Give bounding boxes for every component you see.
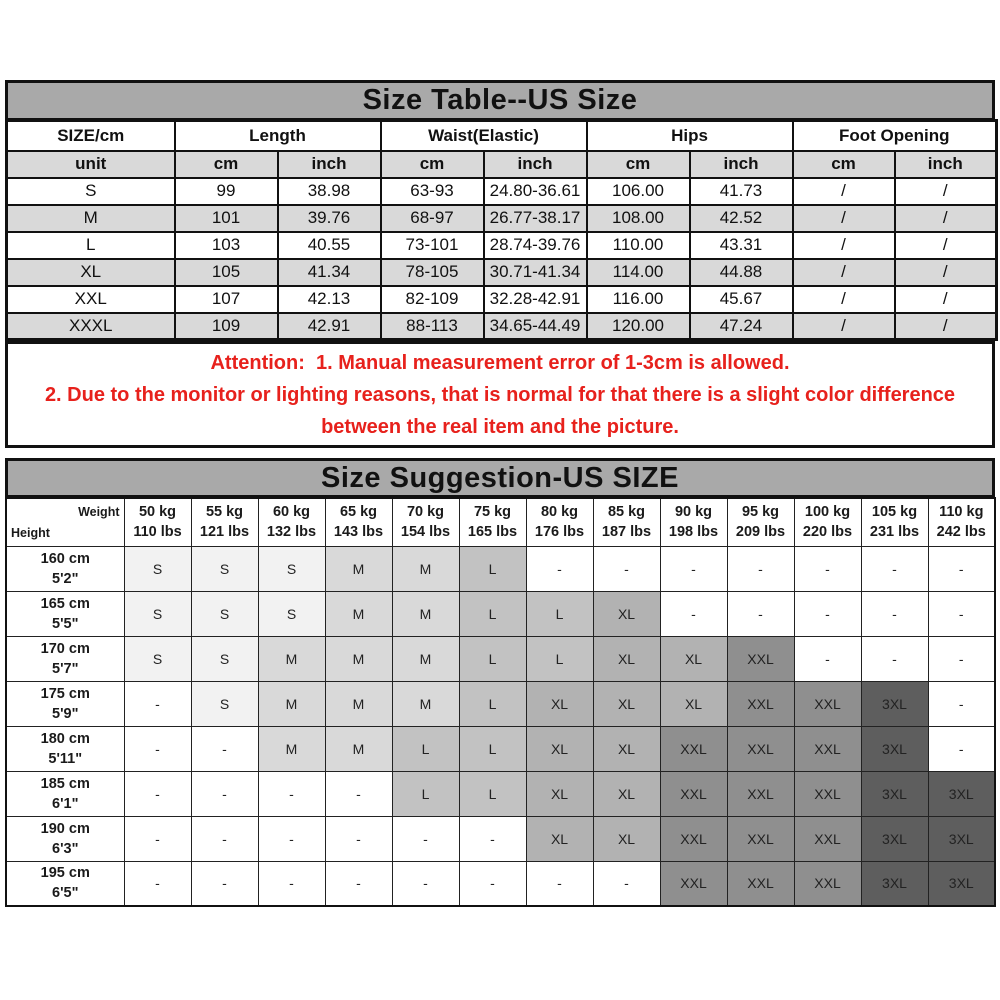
suggestion-size-cell: -: [124, 861, 191, 906]
size-value-cell: 34.65-44.49: [484, 313, 587, 340]
size-value-cell: 40.55: [278, 232, 381, 259]
size-value-cell: 99: [175, 178, 278, 205]
height-ft-label: 6'1": [52, 795, 79, 812]
weight-lbs-label: 165 lbs: [467, 524, 518, 541]
size-value-cell: /: [793, 259, 895, 286]
unit-header-cell: cm: [587, 151, 690, 178]
suggestion-size-cell: -: [794, 546, 861, 591]
suggestion-row: [6, 636, 995, 681]
size-value-cell: 30.71-41.34: [484, 259, 587, 286]
suggestion-size-cell: XL: [593, 726, 660, 771]
size-value-cell: /: [895, 286, 997, 313]
suggestion-size-cell: -: [794, 636, 861, 681]
weight-header-cell: [392, 498, 459, 546]
weight-header-cell: [325, 498, 392, 546]
suggestion-size-cell: XXL: [727, 816, 794, 861]
weight-kg-label: 65 kg: [339, 504, 378, 521]
suggestion-size-cell: -: [191, 816, 258, 861]
suggestion-size-cell: -: [861, 636, 928, 681]
weight-header-cell: [459, 498, 526, 546]
weight-lbs-label: 220 lbs: [802, 524, 853, 541]
suggestion-row: [6, 591, 995, 636]
suggestion-size-cell: 3XL: [928, 861, 995, 906]
size-value-cell: 78-105: [381, 259, 484, 286]
suggestion-size-cell: -: [258, 861, 325, 906]
size-label-cell: XXXL: [7, 313, 175, 340]
size-value-cell: 73-101: [381, 232, 484, 259]
suggestion-size-cell: XXL: [794, 771, 861, 816]
suggestion-row: [6, 726, 995, 771]
suggestion-size-cell: -: [861, 546, 928, 591]
unit-header-cell: inch: [690, 151, 793, 178]
weight-kg-label: 70 kg: [406, 504, 445, 521]
suggestion-size-cell: XXL: [660, 861, 727, 906]
suggestion-size-cell: XL: [526, 726, 593, 771]
weight-header-cell: [861, 498, 928, 546]
suggestion-size-cell: L: [392, 726, 459, 771]
suggestion-size-cell: XL: [660, 636, 727, 681]
size-value-cell: /: [793, 286, 895, 313]
height-cm-label: 195 cm: [40, 865, 90, 882]
height-cm-label: 185 cm: [40, 775, 90, 792]
suggestion-size-cell: -: [124, 681, 191, 726]
suggestion-size-cell: L: [392, 771, 459, 816]
size-value-cell: /: [793, 313, 895, 340]
size-value-cell: 26.77-38.17: [484, 205, 587, 232]
suggestion-size-cell: -: [325, 861, 392, 906]
suggestion-row: [6, 546, 995, 591]
attention-line: 2. Due to the monitor or lighting reasons, that is normal for that there is a slight color difference: [44, 383, 956, 406]
suggestion-size-cell: XXL: [660, 771, 727, 816]
size-label-cell: S: [7, 178, 175, 205]
suggestion-size-cell: -: [258, 771, 325, 816]
suggestion-size-cell: -: [191, 861, 258, 906]
weight-lbs-label: 209 lbs: [735, 524, 786, 541]
suggestion-size-cell: M: [325, 546, 392, 591]
weight-kg-label: 95 kg: [741, 504, 780, 521]
weight-header-cell: [526, 498, 593, 546]
size-value-cell: 42.13: [278, 286, 381, 313]
size-value-cell: 105: [175, 259, 278, 286]
height-cm-label: 175 cm: [40, 685, 90, 702]
size-label-cell: XXL: [7, 286, 175, 313]
weight-lbs-label: 242 lbs: [936, 524, 986, 541]
suggestion-size-cell: XXL: [794, 726, 861, 771]
size-value-cell: 24.80-36.61: [484, 178, 587, 205]
size-value-cell: 39.76: [278, 205, 381, 232]
suggestion-size-cell: -: [727, 546, 794, 591]
unit-header-cell: inch: [484, 151, 587, 178]
suggestion-size-cell: -: [392, 816, 459, 861]
size-value-cell: /: [895, 232, 997, 259]
suggestion-size-cell: -: [124, 726, 191, 771]
size-label-cell: M: [7, 205, 175, 232]
suggestion-size-cell: L: [459, 681, 526, 726]
suggestion-size-cell: XL: [593, 591, 660, 636]
size-value-cell: /: [895, 313, 997, 340]
weight-kg-label: 75 kg: [473, 504, 512, 521]
suggestion-size-cell: L: [459, 726, 526, 771]
suggestion-size-cell: XL: [526, 816, 593, 861]
suggestion-size-cell: XXL: [727, 636, 794, 681]
size-value-cell: /: [895, 259, 997, 286]
attention-line: between the real item and the picture.: [321, 415, 679, 438]
size-value-cell: 116.00: [587, 286, 690, 313]
size-value-cell: /: [793, 205, 895, 232]
suggestion-size-cell: M: [392, 546, 459, 591]
height-label-cell: [6, 726, 124, 771]
suggestion-size-cell: XXL: [794, 861, 861, 906]
weight-header-cell: [258, 498, 325, 546]
suggestion-size-cell: -: [325, 771, 392, 816]
size-suggestion-title-bar: [5, 458, 995, 498]
size-value-cell: 63-93: [381, 178, 484, 205]
suggestion-size-cell: -: [928, 726, 995, 771]
unit-header-cell: inch: [278, 151, 381, 178]
size-value-cell: 43.31: [690, 232, 793, 259]
column-group-header: Length: [175, 121, 381, 151]
weight-kg-label: 55 kg: [205, 504, 244, 521]
size-table-row: [7, 313, 997, 340]
suggestion-size-cell: L: [526, 636, 593, 681]
attention-line: Attention: 1. Manual measurement error of 1-3cm is allowed.: [210, 351, 790, 374]
size-value-cell: 32.28-42.91: [484, 286, 587, 313]
suggestion-size-cell: 3XL: [861, 681, 928, 726]
suggestion-size-cell: -: [526, 546, 593, 591]
suggestion-size-cell: S: [124, 636, 191, 681]
size-value-cell: 106.00: [587, 178, 690, 205]
suggestion-size-cell: S: [258, 546, 325, 591]
weight-lbs-label: 121 lbs: [199, 524, 250, 541]
height-cm-label: 170 cm: [40, 640, 90, 657]
height-ft-label: 5'5": [52, 615, 79, 632]
height-ft-label: 6'5": [52, 885, 79, 902]
corner-height-label: Height: [11, 525, 50, 540]
suggestion-row: [6, 861, 995, 906]
height-label-cell: [6, 636, 124, 681]
suggestion-size-cell: L: [459, 591, 526, 636]
suggestion-size-cell: XXL: [727, 771, 794, 816]
height-label-cell: [6, 771, 124, 816]
weight-lbs-label: 110 lbs: [133, 524, 182, 541]
suggestion-size-cell: 3XL: [861, 861, 928, 906]
suggestion-size-cell: -: [928, 636, 995, 681]
suggestion-size-cell: XL: [593, 816, 660, 861]
suggestion-size-cell: M: [325, 636, 392, 681]
suggestion-size-cell: XXL: [727, 681, 794, 726]
height-cm-label: 180 cm: [40, 730, 90, 747]
suggestion-row: [6, 681, 995, 726]
weight-kg-label: 80 kg: [540, 504, 579, 521]
unit-header-cell: cm: [793, 151, 895, 178]
height-ft-label: 5'2": [52, 570, 79, 587]
suggestion-size-cell: -: [660, 546, 727, 591]
weight-lbs-label: 176 lbs: [534, 524, 585, 541]
suggestion-size-cell: XXL: [794, 816, 861, 861]
suggestion-size-cell: M: [258, 681, 325, 726]
size-value-cell: 28.74-39.76: [484, 232, 587, 259]
size-table-row: [7, 205, 997, 232]
suggestion-size-cell: -: [861, 591, 928, 636]
suggestion-size-cell: XL: [526, 681, 593, 726]
size-table-row: [7, 232, 997, 259]
suggestion-size-cell: -: [459, 816, 526, 861]
suggestion-header-row: [6, 498, 995, 546]
size-value-cell: 101: [175, 205, 278, 232]
size-value-cell: 42.52: [690, 205, 793, 232]
suggestion-size-cell: XXL: [660, 816, 727, 861]
suggestion-size-cell: -: [392, 861, 459, 906]
size-value-cell: /: [793, 232, 895, 259]
suggestion-size-cell: -: [459, 861, 526, 906]
weight-kg-label: 90 kg: [674, 504, 713, 521]
size-value-cell: 41.73: [690, 178, 793, 205]
weight-lbs-label: 198 lbs: [668, 524, 719, 541]
suggestion-size-cell: -: [727, 591, 794, 636]
attention-box: [5, 341, 995, 448]
column-group-header: Foot Opening: [793, 121, 997, 151]
weight-kg-label: 100 kg: [804, 504, 851, 521]
weight-lbs-label: 143 lbs: [333, 524, 384, 541]
weight-lbs-label: 132 lbs: [266, 524, 317, 541]
suggestion-size-cell: 3XL: [861, 726, 928, 771]
suggestion-size-cell: S: [258, 591, 325, 636]
size-value-cell: 103: [175, 232, 278, 259]
suggestion-size-cell: M: [325, 681, 392, 726]
suggestion-row: [6, 771, 995, 816]
size-label-cell: L: [7, 232, 175, 259]
size-table: [5, 119, 998, 341]
weight-kg-label: 60 kg: [272, 504, 311, 521]
suggestion-size-cell: M: [392, 681, 459, 726]
size-value-cell: 38.98: [278, 178, 381, 205]
suggestion-size-cell: XL: [660, 681, 727, 726]
size-value-cell: /: [793, 178, 895, 205]
suggestion-size-cell: S: [124, 591, 191, 636]
suggestion-size-cell: XXL: [794, 681, 861, 726]
suggestion-size-cell: 3XL: [928, 771, 995, 816]
size-value-cell: 82-109: [381, 286, 484, 313]
height-label-cell: [6, 546, 124, 591]
height-cm-label: 160 cm: [40, 550, 90, 567]
weight-header-cell: [794, 498, 861, 546]
suggestion-row: [6, 816, 995, 861]
size-value-cell: 68-97: [381, 205, 484, 232]
unit-header-cell: cm: [381, 151, 484, 178]
height-cm-label: 190 cm: [40, 820, 90, 837]
size-value-cell: 107: [175, 286, 278, 313]
unit-header-cell: cm: [175, 151, 278, 178]
unit-header-cell: inch: [895, 151, 997, 178]
suggestion-size-cell: L: [526, 591, 593, 636]
suggestion-size-cell: XXL: [660, 726, 727, 771]
size-value-cell: 44.88: [690, 259, 793, 286]
suggestion-size-cell: -: [928, 681, 995, 726]
suggestion-size-cell: -: [660, 591, 727, 636]
weight-kg-label: 50 kg: [138, 504, 177, 521]
suggestion-size-cell: XL: [593, 681, 660, 726]
weight-kg-label: 110 kg: [939, 504, 984, 521]
size-table-group-row: [7, 121, 997, 151]
height-label-cell: [6, 861, 124, 906]
weight-lbs-label: 187 lbs: [601, 524, 652, 541]
weight-kg-label: 105 kg: [871, 504, 918, 521]
suggestion-size-cell: L: [459, 636, 526, 681]
weight-header-cell: [727, 498, 794, 546]
column-group-header: Hips: [587, 121, 793, 151]
size-suggestion-table: [5, 497, 996, 907]
suggestion-size-cell: XXL: [727, 861, 794, 906]
size-value-cell: 88-113: [381, 313, 484, 340]
suggestion-size-cell: XXL: [727, 726, 794, 771]
size-suggestion-title: Size Suggestion-US SIZE: [321, 461, 679, 494]
size-value-cell: 109: [175, 313, 278, 340]
height-ft-label: 6'3": [52, 840, 79, 857]
size-table-row: [7, 178, 997, 205]
height-cm-label: 165 cm: [40, 595, 90, 612]
suggestion-size-cell: L: [459, 546, 526, 591]
suggestion-size-cell: -: [794, 591, 861, 636]
size-value-cell: /: [895, 178, 997, 205]
suggestion-size-cell: M: [325, 726, 392, 771]
suggestion-size-cell: S: [191, 591, 258, 636]
weight-header-cell: [124, 498, 191, 546]
suggestion-size-cell: M: [325, 591, 392, 636]
suggestion-size-cell: -: [325, 816, 392, 861]
suggestion-size-cell: -: [526, 861, 593, 906]
weight-lbs-label: 154 lbs: [400, 524, 451, 541]
height-ft-label: 5'11": [48, 750, 83, 767]
weight-lbs-label: 231 lbs: [869, 524, 920, 541]
height-ft-label: 5'7": [52, 660, 79, 677]
size-value-cell: 47.24: [690, 313, 793, 340]
suggestion-size-cell: -: [191, 726, 258, 771]
unit-header-cell: unit: [7, 151, 175, 178]
suggestion-size-cell: 3XL: [861, 771, 928, 816]
height-ft-label: 5'9": [52, 705, 79, 722]
corner-weight-label: Weight: [78, 505, 120, 519]
suggestion-size-cell: XL: [526, 771, 593, 816]
weight-header-cell: [191, 498, 258, 546]
weight-header-cell: [660, 498, 727, 546]
suggestion-size-cell: S: [191, 636, 258, 681]
suggestion-size-cell: -: [593, 861, 660, 906]
suggestion-size-cell: S: [191, 546, 258, 591]
size-table-row: [7, 286, 997, 313]
suggestion-size-cell: -: [124, 816, 191, 861]
size-table-title-bar: [5, 80, 995, 121]
suggestion-size-cell: -: [928, 591, 995, 636]
suggestion-size-cell: S: [124, 546, 191, 591]
column-group-header: SIZE/cm: [7, 121, 175, 151]
suggestion-size-cell: M: [258, 636, 325, 681]
weight-header-cell: [593, 498, 660, 546]
suggestion-size-cell: S: [191, 681, 258, 726]
height-label-cell: [6, 591, 124, 636]
size-value-cell: 108.00: [587, 205, 690, 232]
suggestion-size-cell: -: [258, 816, 325, 861]
size-value-cell: 114.00: [587, 259, 690, 286]
size-value-cell: 42.91: [278, 313, 381, 340]
weight-height-corner-cell: [6, 498, 124, 546]
size-value-cell: 120.00: [587, 313, 690, 340]
suggestion-size-cell: XL: [593, 636, 660, 681]
height-label-cell: [6, 681, 124, 726]
suggestion-size-cell: M: [392, 636, 459, 681]
column-group-header: Waist(Elastic): [381, 121, 587, 151]
suggestion-size-cell: 3XL: [861, 816, 928, 861]
size-table-title: Size Table--US Size: [362, 84, 638, 116]
size-table-row: [7, 259, 997, 286]
weight-header-cell: [928, 498, 995, 546]
size-value-cell: 45.67: [690, 286, 793, 313]
size-value-cell: /: [895, 205, 997, 232]
size-table-unit-row: [7, 151, 997, 178]
suggestion-size-cell: -: [928, 546, 995, 591]
suggestion-size-cell: L: [459, 771, 526, 816]
suggestion-size-cell: -: [191, 771, 258, 816]
height-label-cell: [6, 816, 124, 861]
suggestion-size-cell: M: [258, 726, 325, 771]
size-value-cell: 110.00: [587, 232, 690, 259]
size-value-cell: 41.34: [278, 259, 381, 286]
suggestion-size-cell: M: [392, 591, 459, 636]
suggestion-size-cell: -: [124, 771, 191, 816]
suggestion-size-cell: 3XL: [928, 816, 995, 861]
size-label-cell: XL: [7, 259, 175, 286]
suggestion-size-cell: XL: [593, 771, 660, 816]
weight-kg-label: 85 kg: [607, 504, 646, 521]
suggestion-size-cell: -: [593, 546, 660, 591]
